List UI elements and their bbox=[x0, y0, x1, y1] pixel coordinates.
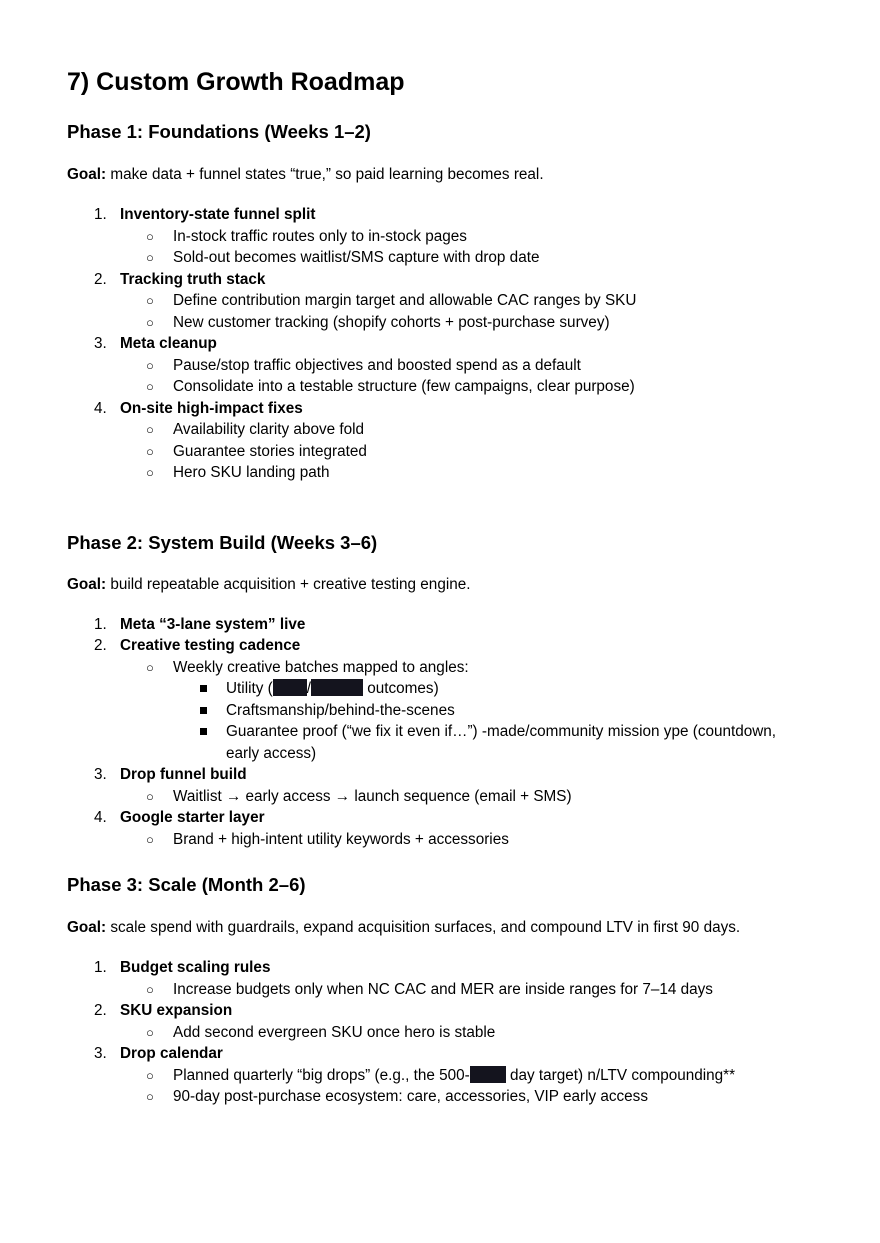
sub-item-text: Availability clarity above fold bbox=[173, 421, 365, 438]
sub-sub-item-text: outcomes) bbox=[363, 680, 439, 697]
hollow-bullet-icon: ○ bbox=[146, 250, 154, 265]
list-item bbox=[67, 398, 827, 484]
phase-3-goal bbox=[67, 918, 827, 938]
sub-item-text: In-stock traffic routes only to in-stock pages bbox=[173, 227, 467, 245]
hollow-bullet-icon: ○ bbox=[146, 465, 154, 480]
item-label: Meta “3-lane system” live bbox=[120, 615, 306, 633]
sub-item-text: Brand + high-intent utility keywords + accessories bbox=[173, 830, 509, 848]
sub-item-text: Planned quarterly “big drops” (e.g., the 500- bbox=[173, 1066, 470, 1084]
list-item bbox=[67, 1043, 827, 1108]
goal-text: build repeatable acquisition + creative testing engine. bbox=[106, 575, 471, 593]
redaction-block bbox=[470, 1066, 506, 1083]
list-item bbox=[67, 269, 827, 334]
sub-item bbox=[67, 376, 827, 398]
square-bullet-icon bbox=[200, 685, 207, 692]
item-number: 4. bbox=[94, 809, 107, 826]
sub-item-text: day target) n/LTV compounding** bbox=[505, 1066, 736, 1084]
item-label: Inventory-state funnel split bbox=[120, 206, 316, 223]
sub-sub-item-text: Guarantee proof (“we fix it even if…”) -made/community mission ype (countdown, bbox=[226, 723, 777, 740]
sub-item bbox=[67, 312, 827, 334]
square-bullet-icon bbox=[200, 728, 207, 735]
item-number: 3. bbox=[94, 766, 107, 783]
sub-sub-item-text: Craftsmanship/behind-the-scenes bbox=[226, 701, 455, 719]
sub-item-text: Pause/stop traffic objectives and boosted spend as a default bbox=[173, 356, 581, 374]
hollow-bullet-icon: ○ bbox=[146, 314, 154, 330]
item-label: Drop funnel build bbox=[120, 766, 247, 783]
sub-item-text: 90-day post-purchase ecosystem: care, accessories, VIP early access bbox=[173, 1088, 648, 1105]
hollow-bullet-icon: ○ bbox=[146, 293, 154, 308]
sub-item-text: Sold-out becomes waitlist/SMS capture with drop date bbox=[173, 249, 540, 266]
hollow-bullet-icon: ○ bbox=[146, 831, 154, 847]
sub-sub-item bbox=[67, 721, 827, 764]
hollow-bullet-icon: ○ bbox=[146, 379, 154, 394]
item-label: Meta cleanup bbox=[120, 335, 217, 352]
hollow-bullet-icon: ○ bbox=[146, 788, 154, 804]
sub-item-text: Consolidate into a testable structure (few campaigns, clear purpose) bbox=[173, 378, 635, 395]
sub-item bbox=[67, 441, 827, 463]
sub-sub-item-text: early access) bbox=[226, 744, 317, 762]
hollow-bullet-icon: ○ bbox=[146, 1067, 154, 1083]
phase-2-list bbox=[67, 614, 827, 851]
sub-item-text: Define contribution margin target and allowable CAC ranges by SKU bbox=[173, 292, 637, 309]
goal-label: Goal: bbox=[67, 919, 107, 936]
sub-item bbox=[67, 355, 827, 377]
item-label: Drop calendar bbox=[120, 1045, 223, 1062]
sub-sub-item bbox=[67, 700, 827, 722]
sub-item-text: Weekly creative batches mapped to angles: bbox=[173, 658, 469, 676]
item-number: 3. bbox=[94, 1045, 107, 1062]
item-number: 1. bbox=[94, 615, 107, 633]
page-title: 7) Custom Growth Roadmap bbox=[67, 68, 405, 96]
square-bullet-icon bbox=[200, 707, 207, 714]
list-item bbox=[67, 333, 827, 398]
goal-text: make data + funnel states “true,” so paid learning becomes real. bbox=[106, 166, 544, 183]
sub-sub-item-text: Utility ( bbox=[226, 680, 273, 697]
sub-item-text: Hero SKU landing path bbox=[173, 464, 330, 481]
list-item bbox=[67, 807, 827, 850]
list-item bbox=[67, 957, 827, 1000]
list-item bbox=[67, 204, 827, 269]
item-number: 4. bbox=[94, 399, 107, 417]
phase-2-heading: Phase 2: System Build (Weeks 3–6) bbox=[67, 531, 378, 553]
list-item bbox=[67, 764, 827, 807]
item-number: 1. bbox=[94, 206, 107, 223]
sub-item-text: New customer tracking (shopify cohorts + post-purchase survey) bbox=[173, 313, 610, 331]
item-label: Creative testing cadence bbox=[120, 637, 301, 654]
item-label: Budget scaling rules bbox=[120, 959, 271, 976]
goal-label: Goal: bbox=[67, 166, 107, 183]
sub-item bbox=[67, 419, 827, 441]
phase-1-goal bbox=[67, 165, 827, 185]
redaction-block bbox=[273, 679, 307, 696]
phase-3-heading: Phase 3: Scale (Month 2–6) bbox=[67, 874, 306, 895]
phase-3-list bbox=[67, 957, 827, 1108]
document-page bbox=[67, 66, 827, 1108]
item-number: 2. bbox=[94, 270, 107, 288]
hollow-bullet-icon: ○ bbox=[146, 228, 154, 244]
sub-sub-item bbox=[67, 678, 827, 700]
item-number: 2. bbox=[94, 1002, 107, 1019]
hollow-bullet-icon: ○ bbox=[146, 422, 154, 437]
hollow-bullet-icon: ○ bbox=[146, 981, 154, 997]
sub-item bbox=[67, 829, 827, 851]
item-number: 3. bbox=[94, 335, 107, 352]
hollow-bullet-icon: ○ bbox=[146, 1024, 154, 1040]
sub-item-text: Waitlist → early access → launch sequence (email + SMS) bbox=[173, 787, 572, 805]
sub-item bbox=[67, 657, 827, 765]
hollow-bullet-icon: ○ bbox=[146, 357, 154, 373]
sub-item bbox=[67, 462, 827, 484]
list-item bbox=[67, 635, 827, 764]
sub-item-text: Increase budgets only when NC CAC and MER are inside ranges for 7–14 days bbox=[173, 980, 713, 998]
sub-item bbox=[67, 786, 827, 808]
item-label: Tracking truth stack bbox=[120, 270, 266, 288]
phase-1-heading: Phase 1: Foundations (Weeks 1–2) bbox=[67, 121, 371, 142]
sub-item bbox=[67, 1022, 827, 1044]
hollow-bullet-icon: ○ bbox=[146, 659, 154, 675]
sub-item-text: Guarantee stories integrated bbox=[173, 442, 367, 460]
sub-sub-item-text: / bbox=[306, 680, 311, 697]
list-item bbox=[67, 1000, 827, 1043]
sub-item bbox=[67, 247, 827, 269]
sub-item bbox=[67, 979, 827, 1001]
goal-label: Goal: bbox=[67, 575, 107, 593]
item-label: On-site high-impact fixes bbox=[120, 399, 303, 417]
item-number: 1. bbox=[94, 959, 107, 976]
sub-item-text: Add second evergreen SKU once hero is stable bbox=[173, 1023, 496, 1041]
sub-item bbox=[67, 226, 827, 248]
goal-text: scale spend with guardrails, expand acquisition surfaces, and compound LTV in first 90 days. bbox=[106, 919, 741, 936]
item-number: 2. bbox=[94, 637, 107, 654]
hollow-bullet-icon: ○ bbox=[146, 443, 154, 459]
hollow-bullet-icon: ○ bbox=[146, 1089, 154, 1104]
sub-item bbox=[67, 1065, 827, 1087]
phase-1-list bbox=[67, 204, 827, 484]
redaction-block bbox=[311, 679, 363, 696]
sub-item bbox=[67, 1086, 827, 1108]
phase-2-goal bbox=[67, 575, 827, 595]
item-label: SKU expansion bbox=[120, 1002, 233, 1019]
sub-item bbox=[67, 290, 827, 312]
list-item bbox=[67, 614, 827, 636]
item-label: Google starter layer bbox=[120, 809, 265, 826]
